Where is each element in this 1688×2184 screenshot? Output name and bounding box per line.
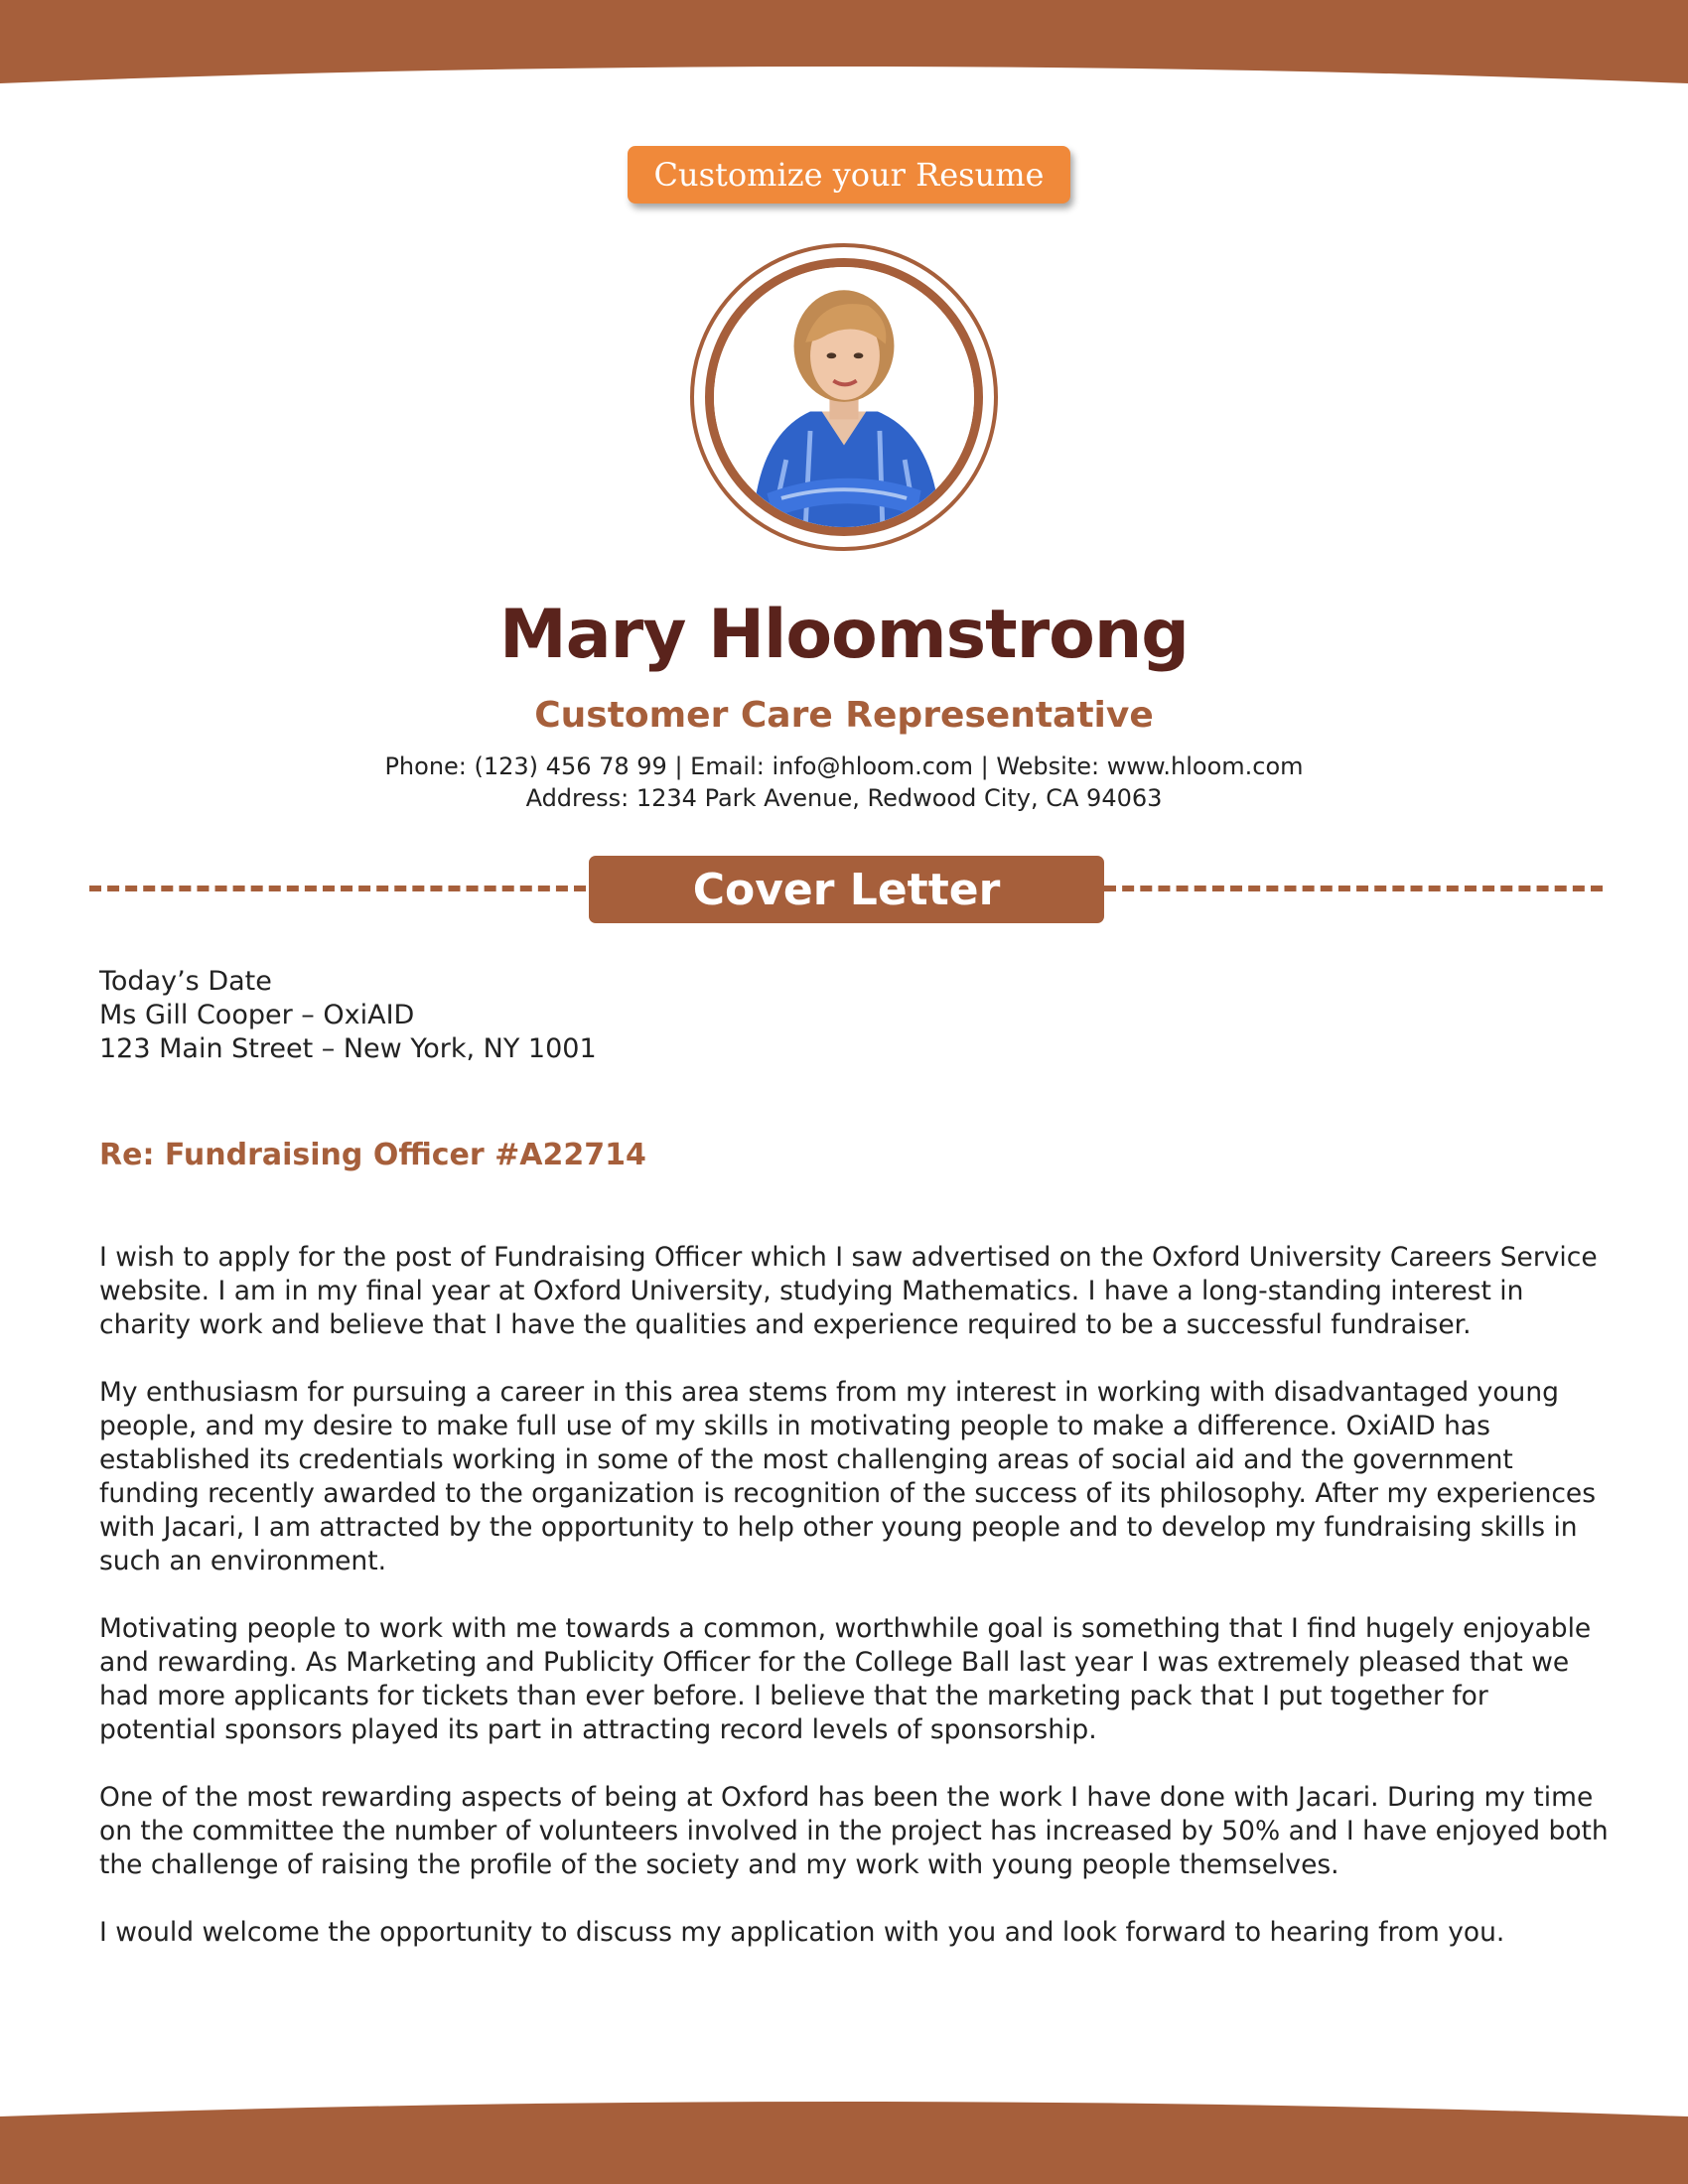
letter-paragraph: Motivating people to work with me towards a common, worthwhile goal is something that I find hugely enjoyable and rewarding. As Marketing and Publicity Officer for the College Ball last year I was extremely pleased that we had more applicants for tickets than ever before. I believe that the marketing pack that I put together for potential sponsors played its part in attracting record levels of sponsorship.	[99, 1613, 1592, 1745]
letter-paragraph: I would welcome the opportunity to discuss my application with you and look forward to hearing from you.	[99, 1917, 1505, 1948]
recipient-name: Ms Gill Cooper – OxiAID	[99, 1000, 415, 1030]
recipient-address: 123 Main Street – New York, NY 1001	[99, 1033, 597, 1064]
candidate-name: Mary Hloomstrong	[499, 596, 1189, 674]
address-line: Address: 1234 Park Avenue, Redwood City, CA 94063	[525, 784, 1163, 812]
letter-paragraph: My enthusiasm for pursuing a career in this area stems from my interest in working with disadvantaged young people, and my desire to make full use of my skills in motivating people to make a difference. OxiAID has established its credentials working in some of the most challenging areas of social aid and the government funding recently awarded to the organization is recognition of the success of its philosophy. After my experiences with Jacari, I am attracted by the opportunity to help other young people and to develop my fundraising skills in such an environment.	[99, 1377, 1597, 1576]
profile-photo-frame	[690, 243, 998, 551]
contact-details: Phone: (123) 456 78 99 | Email: info@hloom.com | Website: www.hloom.com	[384, 752, 1304, 780]
letter-paragraph: One of the most rewarding aspects of being at Oxford has been the work I have done with Jacari. During my time on the committee the number of volunteers involved in the project has increased by 50% and I have enjoyed both the challenge of raising the profile of the society and my work with young people themselves.	[99, 1782, 1609, 1880]
top-wave-decoration	[0, 0, 1688, 94]
person-portrait-icon	[714, 267, 974, 527]
bottom-wave-decoration	[0, 2095, 1688, 2184]
job-title: Customer Care Representative	[534, 695, 1154, 736]
letter-date: Today’s Date	[99, 966, 272, 997]
letter-body	[99, 1241, 1609, 1983]
divider-dashes-right	[1104, 886, 1603, 891]
letter-subject: Re: Fundraising Officer #A22714	[99, 1138, 646, 1172]
letter-paragraph: I wish to apply for the post of Fundraising Officer which I saw advertised on the Oxford University Careers Service website. I am in my final year at Oxford University, studying Mathematics. I have a long-standing interest in charity work and believe that I have the qualities and experience required to be a successful fundraiser.	[99, 1242, 1598, 1340]
customize-resume-button[interactable]: Customize your Resume	[628, 146, 1070, 204]
recipient-block	[99, 965, 597, 1066]
divider-dashes-left	[89, 886, 586, 891]
profile-photo	[705, 258, 983, 536]
section-heading-cover-letter: Cover Letter	[589, 856, 1104, 923]
